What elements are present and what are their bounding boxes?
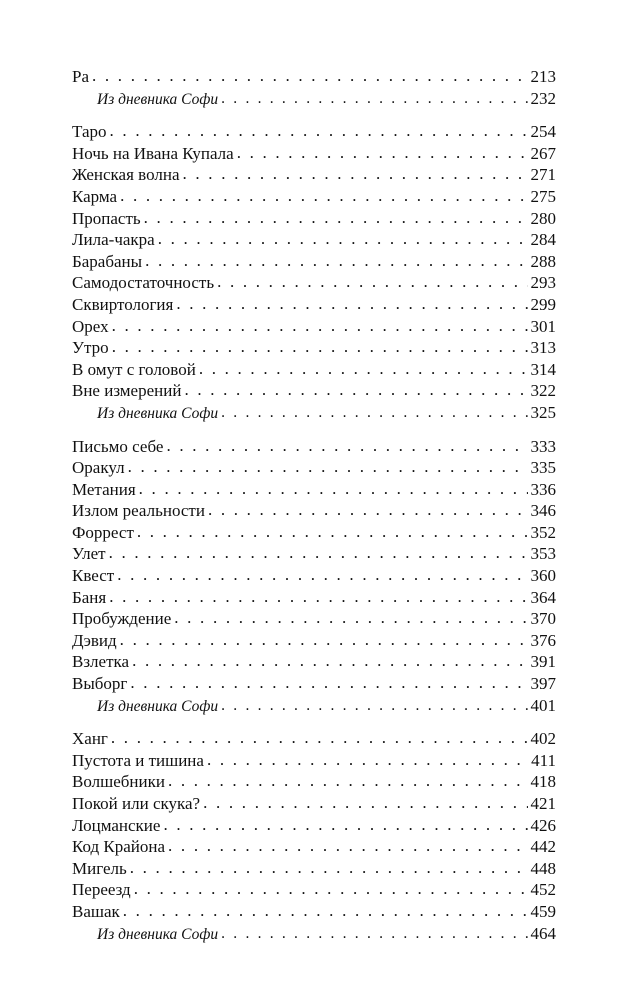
toc-entry-page-number: 301 [530,316,556,336]
toc-section [72,728,556,944]
table-of-contents [72,66,556,944]
toc-entry-page-number: 418 [530,772,556,792]
toc-entry-page-number: 401 [530,695,556,715]
toc-entry [72,630,556,652]
toc-entry [72,229,556,251]
toc-diary-entry [72,695,556,717]
toc-entry-page-number: 335 [530,458,556,478]
dot-leader [137,521,528,543]
toc-entry [72,728,556,750]
dot-leader [166,435,527,457]
toc-entry-page-number: 421 [530,794,556,813]
toc-entry [72,121,556,143]
toc-entry-title: Взлетка [72,652,130,672]
toc-entry-title: Метания [72,479,136,499]
toc-entry-title: Сквиртология [72,294,174,314]
toc-diary-entry [72,402,556,424]
toc-entry-title: Выборг [72,674,128,694]
dot-leader [144,207,528,229]
toc-entry-title: Оракул [72,458,125,478]
toc-entry-title: Ханг [72,729,108,749]
toc-entry-title: Таро [72,122,107,142]
dot-leader [221,88,527,110]
toc-entry-title: Форрест [72,522,134,542]
toc-entry-title: Лоцманские [72,815,161,835]
toc-entry-page-number: 352 [530,522,556,542]
toc-entry [72,793,556,815]
toc-entry-title: Пустота и тишина [72,750,204,770]
dot-leader [184,379,527,401]
toc-entry-page-number: 275 [530,186,556,206]
dot-leader [128,456,528,478]
dot-leader [237,142,528,164]
dot-leader [176,293,527,315]
toc-entry [72,294,556,316]
toc-entry-page-number: 360 [530,566,556,586]
toc-entry-page-number: 325 [530,402,556,422]
toc-entry [72,457,556,479]
toc-entry-title: Квест [72,566,115,586]
dot-leader [217,271,527,293]
toc-entry-title: Мигель [72,858,127,878]
toc-entry [72,673,556,695]
toc-entry [72,164,556,186]
toc-entry-title: Из дневника Софи [97,697,219,715]
toc-entry-page-number: 448 [530,858,556,878]
toc-entry [72,587,556,609]
toc-entry-page-number: 452 [530,880,556,900]
dot-leader [117,564,527,586]
dot-leader [123,900,528,922]
toc-entry-page-number: 391 [530,652,556,672]
toc-entry-page-number: 442 [530,837,556,857]
toc-entry-page-number: 267 [530,143,556,163]
toc-section [72,121,556,423]
toc-entry-title: Из дневника Софи [97,925,219,943]
dot-leader [208,499,528,521]
dot-leader [174,607,527,629]
toc-entry [72,858,556,880]
toc-entry [72,651,556,673]
toc-entry-title: Баня [72,587,107,607]
toc-entry-page-number: 232 [530,88,556,108]
toc-entry-title: Из дневника Софи [97,90,219,108]
toc-entry [72,186,556,208]
toc-entry-title: Покой или скука? [72,794,201,813]
toc-entry-page-number: 271 [530,165,556,185]
toc-entry-page-number: 336 [530,479,556,499]
toc-entry-page-number: 402 [530,729,556,749]
toc-entry [72,901,556,923]
dot-leader [158,228,528,250]
toc-entry-page-number: 254 [530,122,556,142]
toc-section [72,66,556,109]
toc-entry-page-number: 426 [530,815,556,835]
dot-leader [183,163,528,185]
toc-entry [72,500,556,522]
toc-entry-title: Женская волна [72,165,180,185]
toc-entry-page-number: 370 [530,609,556,629]
toc-entry-title: Волшебники [72,772,165,792]
dot-leader [221,402,527,424]
toc-entry [72,608,556,630]
dot-leader [111,727,528,749]
dot-leader [145,250,527,272]
toc-diary-entry [72,88,556,110]
dot-leader [221,923,527,945]
toc-entry-title: Пробуждение [72,609,172,629]
toc-entry-title: Излом реальности [72,501,205,521]
toc-entry [72,543,556,565]
dot-leader [120,185,527,207]
toc-entry [72,879,556,901]
toc-entry [72,272,556,294]
toc-entry-page-number: 346 [530,501,556,521]
dot-leader [109,586,527,608]
toc-entry-title: Переезд [72,880,131,900]
toc-entry-title: Карма [72,186,118,206]
toc-entry-title: Вне измерений [72,381,182,401]
dot-leader [207,749,528,771]
dot-leader [168,770,528,792]
toc-entry-title: Ночь на Ивана Купала [72,143,234,163]
toc-entry-page-number: 376 [530,630,556,650]
toc-entry-page-number: 293 [530,273,556,293]
dot-leader [112,315,528,337]
toc-entry [72,251,556,273]
toc-entry-page-number: 284 [530,230,556,250]
toc-entry [72,66,556,88]
toc-entry-page-number: 411 [531,750,556,770]
dot-leader [139,478,528,500]
toc-entry [72,836,556,858]
toc-entry-page-number: 313 [530,338,556,358]
dot-leader [221,695,527,717]
toc-entry-page-number: 322 [530,381,556,401]
dot-leader [110,120,528,142]
dot-leader [109,542,528,564]
toc-entry-title: Барабаны [72,251,143,271]
toc-entry-title: Улет [72,544,106,564]
toc-entry-page-number: 333 [530,436,556,456]
toc-entry-page-number: 288 [530,251,556,271]
toc-entry [72,359,556,381]
toc-entry [72,436,556,458]
toc-entry [72,771,556,793]
toc-entry-page-number: 459 [530,901,556,921]
toc-entry-page-number: 464 [530,923,556,943]
toc-section [72,436,556,717]
dot-leader [130,857,528,879]
toc-entry [72,316,556,338]
toc-diary-entry [72,923,556,945]
toc-entry-title: Самодостаточность [72,273,215,293]
dot-leader [112,336,528,358]
toc-entry-title: Вашак [72,901,120,921]
toc-entry [72,565,556,587]
toc-entry-title: Орех [72,316,109,336]
toc-entry [72,208,556,230]
dot-leader [92,65,528,87]
toc-entry [72,522,556,544]
toc-entry-page-number: 213 [530,67,556,86]
toc-entry-page-number: 299 [530,294,556,314]
toc-entry-page-number: 397 [530,674,556,694]
toc-entry-title: Из дневника Софи [97,404,219,422]
toc-entry [72,380,556,402]
toc-entry-page-number: 314 [530,359,556,379]
dot-leader [134,878,528,900]
dot-leader [120,629,528,651]
dot-leader [163,814,527,836]
dot-leader [168,835,527,857]
toc-entry [72,337,556,359]
toc-entry-title: Письмо себе [72,436,164,456]
toc-entry-title: Дэвид [72,630,117,650]
toc-entry-title: Лила-чакра [72,230,155,250]
toc-entry-page-number: 353 [530,544,556,564]
toc-entry-title: Код Крайона [72,837,166,857]
toc-entry-page-number: 364 [530,587,556,607]
toc-entry [72,479,556,501]
toc-entry-title: В омут с головой [72,359,196,379]
dot-leader [203,792,527,814]
dot-leader [199,358,528,380]
toc-entry [72,750,556,772]
toc-entry-title: Утро [72,338,109,358]
toc-entry [72,815,556,837]
toc-entry-title: Пропасть [72,208,141,228]
toc-entry [72,143,556,165]
toc-entry-title: Ра [72,67,89,86]
dot-leader [130,672,527,694]
toc-entry-page-number: 280 [530,208,556,228]
dot-leader [132,650,527,672]
